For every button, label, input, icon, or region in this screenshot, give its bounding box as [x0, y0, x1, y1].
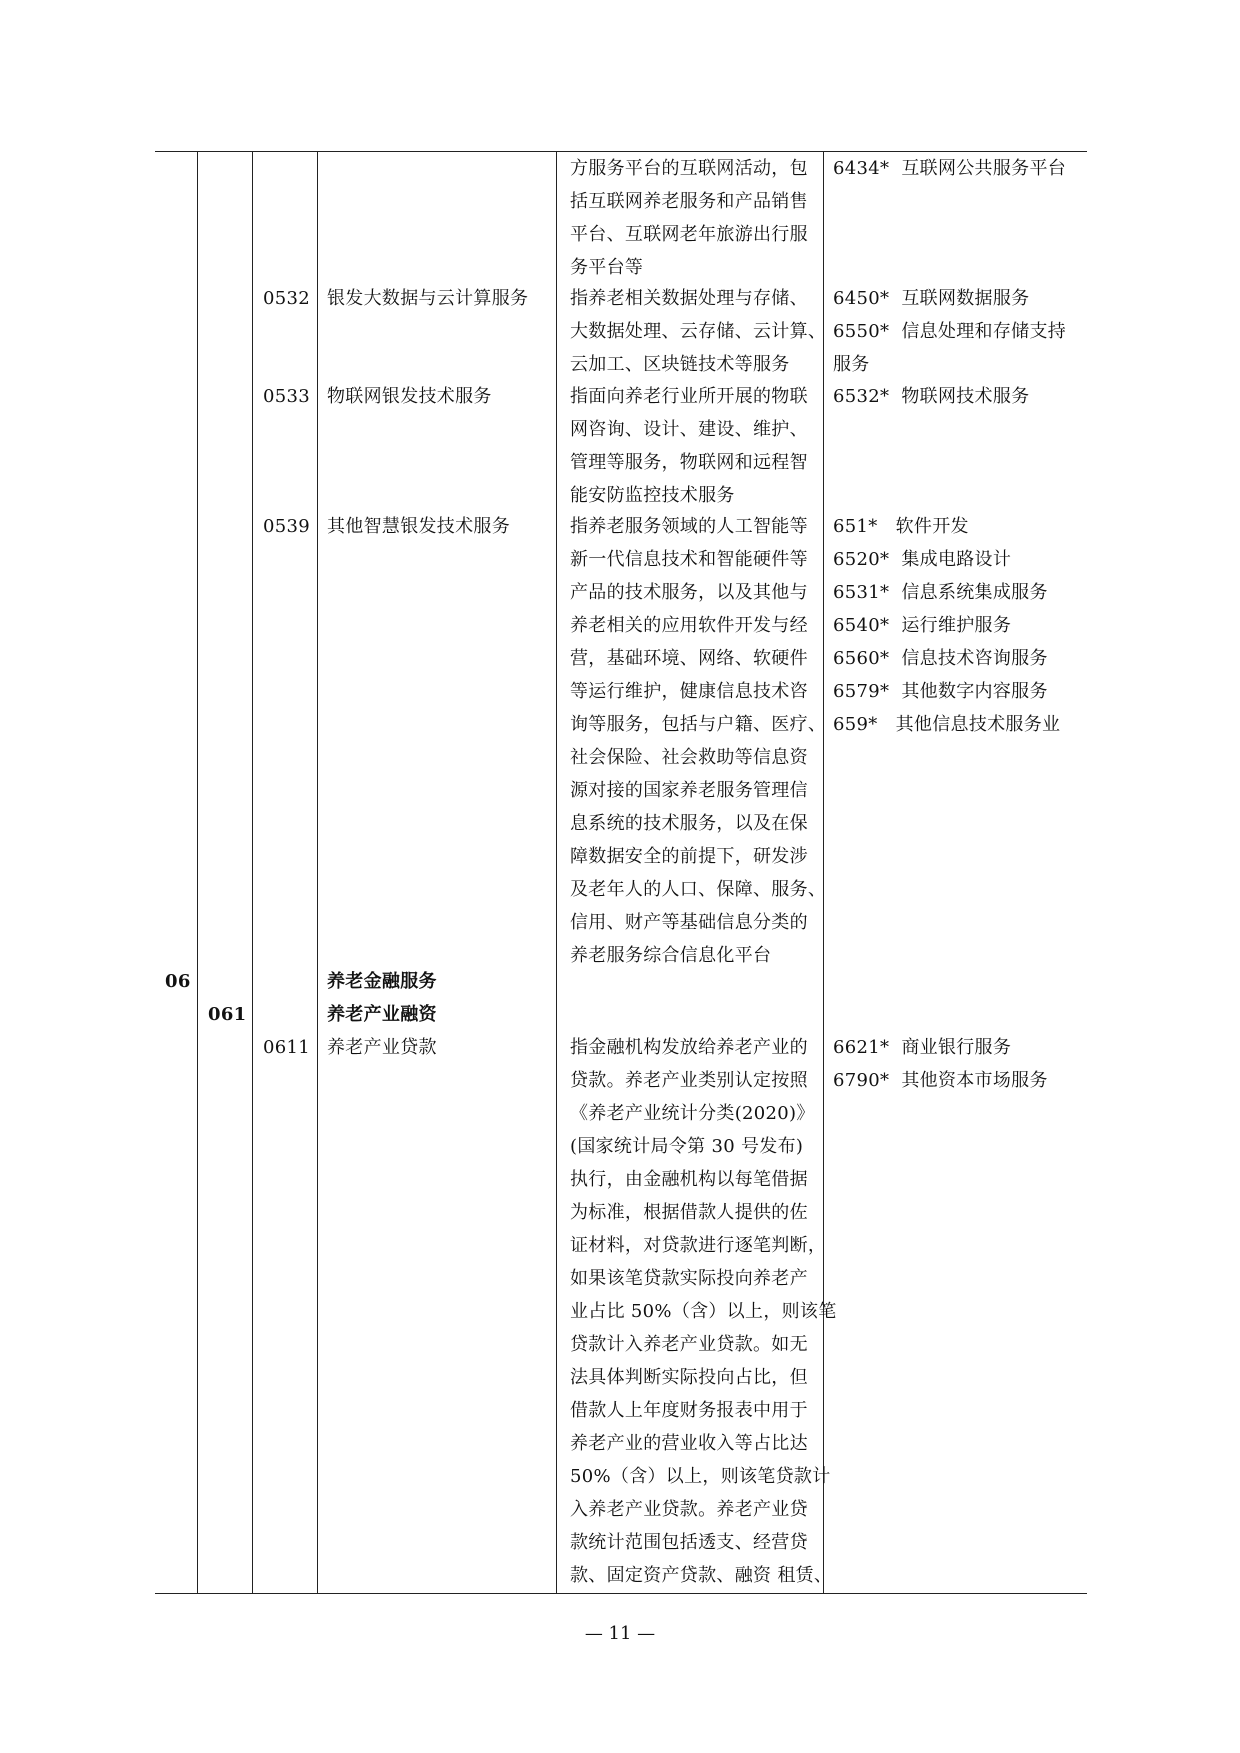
- column-divider: [197, 152, 198, 1593]
- text-line: 方服务平台的互联网活动，包: [570, 158, 808, 179]
- text-line: 大数据处理、云存储、云计算、: [570, 321, 827, 342]
- text-line: 6532* 物联网技术服务: [833, 386, 1030, 407]
- text-line: (国家统计局令第 30 号发布): [570, 1136, 804, 1157]
- text-line: 新一代信息技术和智能硬件等: [570, 549, 808, 570]
- row-0532-description: [570, 282, 826, 381]
- text-line: 贷款。养老产业类别认定按照: [570, 1070, 808, 1091]
- row-0532-industry-codes: [833, 282, 1066, 381]
- text-line: 括互联网养老服务和产品销售: [570, 191, 808, 212]
- text-line: 款统计范围包括透支、经营贷: [570, 1532, 808, 1553]
- row-0533-description: [570, 380, 808, 512]
- text-line: 执行，由金融机构以每笔借据: [570, 1169, 808, 1190]
- column-divider: [556, 152, 557, 1593]
- text-line: 养老相关的应用软件开发与经: [570, 615, 808, 636]
- text-line: 6621* 商业银行服务: [833, 1037, 1012, 1058]
- text-line: 源对接的国家养老服务管理信: [570, 780, 808, 801]
- text-line: 产品的技术服务，以及其他与: [570, 582, 808, 603]
- text-line: 信用、财产等基础信息分类的: [570, 912, 808, 933]
- text-line: 养老产业的营业收入等占比达: [570, 1433, 808, 1454]
- row-0533-name: 物联网银发技术服务: [327, 386, 492, 407]
- row-0533-industry-codes: [833, 380, 1029, 413]
- text-line: 询等服务，包括与户籍、医疗、: [570, 714, 827, 735]
- text-line: 平台、互联网老年旅游出行服: [570, 224, 808, 245]
- text-line: 6579* 其他数字内容服务: [833, 681, 1048, 702]
- text-line: 营，基础环境、网络、软硬件: [570, 648, 808, 669]
- text-line: 为标准，根据借款人提供的佐: [570, 1202, 808, 1223]
- text-line: 务平台等: [570, 257, 644, 278]
- row-061-name: 养老产业融资: [327, 1004, 437, 1025]
- text-line: 6790* 其他资本市场服务: [833, 1070, 1048, 1091]
- text-line: 款、固定资产贷款、融资 租赁、: [570, 1565, 833, 1586]
- text-line: 651* 软件开发: [833, 516, 969, 537]
- row-1-industry-codes: [833, 152, 1066, 185]
- row-0611-industry-codes: [833, 1031, 1048, 1097]
- text-line: 能安防监控技术服务: [570, 485, 735, 506]
- row-0539-code: 0539: [263, 516, 311, 537]
- text-line: 服务: [833, 354, 870, 375]
- row-0532-name: 银发大数据与云计算服务: [327, 288, 529, 309]
- text-line: 等运行维护，健康信息技术咨: [570, 681, 808, 702]
- row-0539-industry-codes: [833, 510, 1060, 741]
- text-line: 指面向养老行业所开展的物联: [570, 386, 808, 407]
- row-0611-code: 0611: [263, 1037, 311, 1058]
- row-1-description: [570, 152, 808, 284]
- text-line: 障数据安全的前提下，研发涉: [570, 846, 808, 867]
- text-line: 指养老相关数据处理与存储、: [570, 288, 808, 309]
- text-line: 50%（含）以上，则该笔贷款计: [570, 1466, 831, 1487]
- text-line: 证材料，对贷款进行逐笔判断，: [570, 1235, 827, 1256]
- row-0611-name: 养老产业贷款: [327, 1037, 437, 1058]
- row-0532-code: 0532: [263, 288, 311, 309]
- text-line: 6531* 信息系统集成服务: [833, 582, 1048, 603]
- text-line: 业占比 50%（含）以上，则该笔: [570, 1301, 837, 1322]
- text-line: 云加工、区块链技术等服务: [570, 354, 790, 375]
- text-line: 借款人上年度财务报表中用于: [570, 1400, 808, 1421]
- column-divider: [252, 152, 253, 1593]
- text-line: 6520* 集成电路设计: [833, 549, 1012, 570]
- row-0611-description: [570, 1031, 837, 1592]
- text-line: 6540* 运行维护服务: [833, 615, 1012, 636]
- text-line: 管理等服务，物联网和远程智: [570, 452, 808, 473]
- text-line: 网咨询、设计、建设、维护、: [570, 419, 808, 440]
- text-line: 息系统的技术服务，以及在保: [570, 813, 808, 834]
- row-06-code: 06: [165, 971, 191, 992]
- row-061-code: 061: [208, 1004, 247, 1025]
- row-06-name: 养老金融服务: [327, 971, 437, 992]
- text-line: 659* 其他信息技术服务业: [833, 714, 1061, 735]
- row-0539-description: [570, 510, 826, 972]
- text-line: 养老服务综合信息化平台: [570, 945, 772, 966]
- text-line: 入养老产业贷款。养老产业贷: [570, 1499, 808, 1520]
- text-line: 6434* 互联网公共服务平台: [833, 158, 1067, 179]
- row-0539-name: 其他智慧银发技术服务: [327, 516, 510, 537]
- text-line: 如果该笔贷款实际投向养老产: [570, 1268, 808, 1289]
- text-line: 贷款计入养老产业贷款。如无: [570, 1334, 808, 1355]
- text-line: 社会保险、社会救助等信息资: [570, 747, 808, 768]
- text-line: 指养老服务领域的人工智能等: [570, 516, 808, 537]
- classification-table: [155, 151, 1087, 1594]
- row-0533-code: 0533: [263, 386, 311, 407]
- page-number: — 11 —: [584, 1623, 656, 1644]
- text-line: 6450* 互联网数据服务: [833, 288, 1030, 309]
- text-line: 6550* 信息处理和存储支持: [833, 321, 1067, 342]
- text-line: 《养老产业统计分类(2020)》: [570, 1103, 815, 1124]
- column-divider: [317, 152, 318, 1593]
- text-line: 6560* 信息技术咨询服务: [833, 648, 1048, 669]
- text-line: 法具体判断实际投向占比，但: [570, 1367, 808, 1388]
- text-line: 指金融机构发放给养老产业的: [570, 1037, 808, 1058]
- text-line: 及老年人的人口、保障、服务、: [570, 879, 827, 900]
